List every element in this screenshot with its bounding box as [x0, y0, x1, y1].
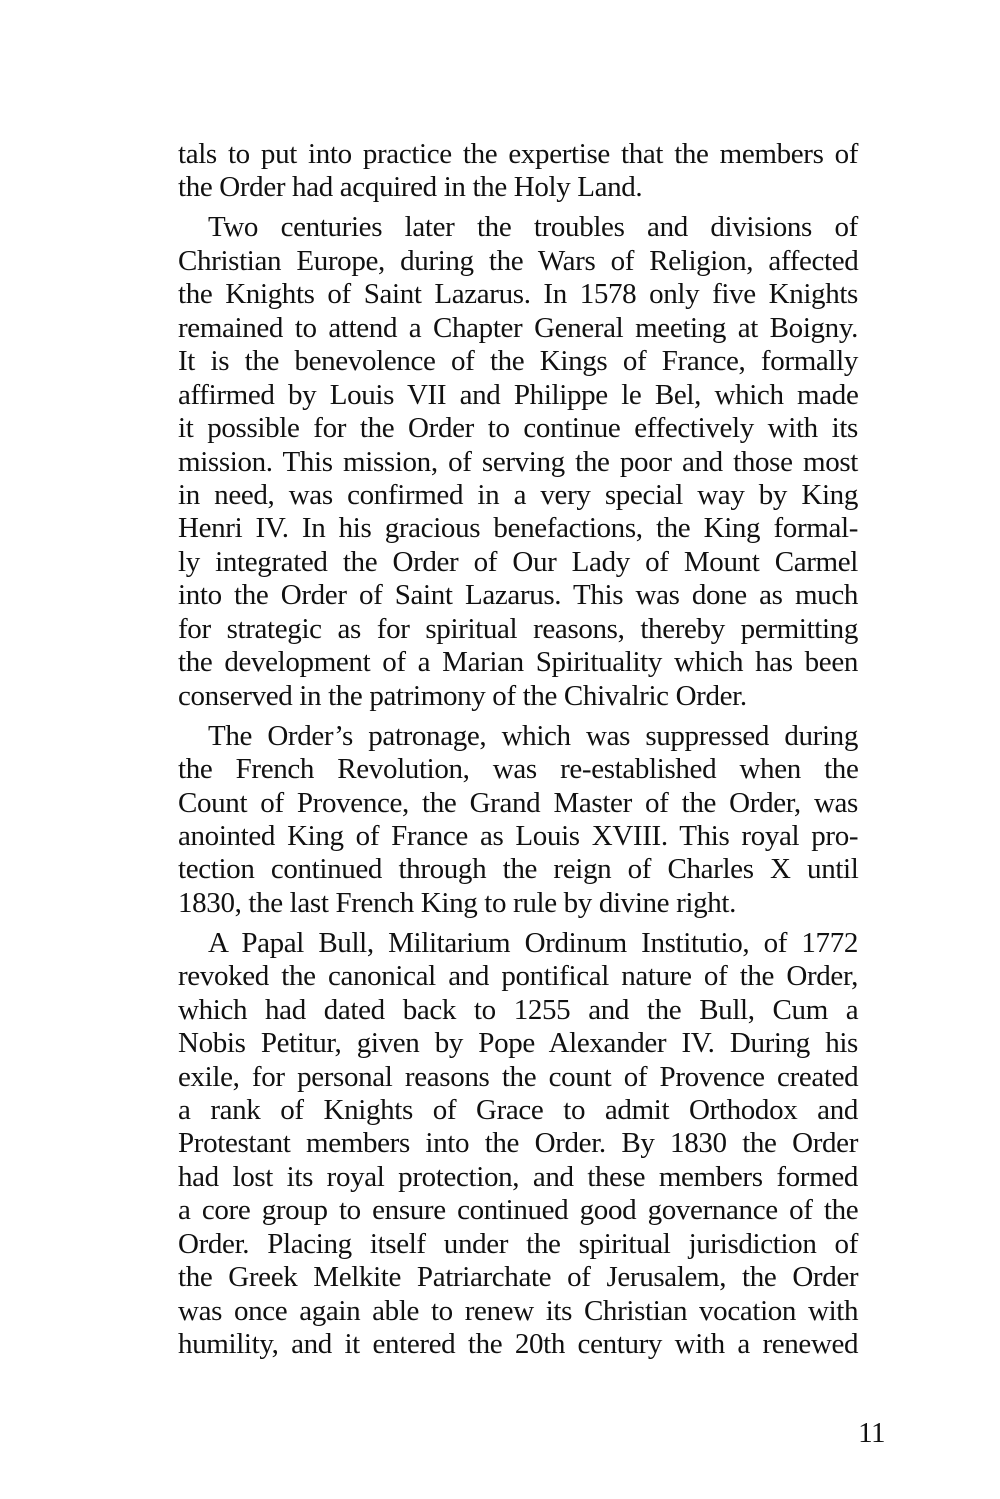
- text-line: a rank of Knights of Grace to admit Orthodox and: [178, 1094, 858, 1127]
- text-line: in need, was confirmed in a very special way by King: [178, 478, 858, 511]
- text-line: into the Order of Saint Lazarus. This was done as much: [178, 579, 858, 612]
- text-line: it possible for the Order to continue effectively with its: [178, 412, 858, 445]
- text-line: a core group to ensure continued good governance of the: [178, 1194, 859, 1227]
- text-line: 1830, the last French King to rule by divine right.: [178, 886, 737, 919]
- text-line: had lost its royal protection, and these members formed: [178, 1160, 858, 1193]
- paragraph-4: [178, 927, 858, 1362]
- text-line: conserved in the patrimony of the Chivalric Order.: [178, 679, 747, 712]
- text-line: The Order’s patronage, which was suppressed during: [208, 719, 858, 752]
- text-line: ly integrated the Order of Our Lady of Mount Carmel: [178, 545, 858, 578]
- page-number: 11: [858, 1417, 885, 1449]
- text-line: Order. Placing itself under the spiritual jurisdiction of: [178, 1227, 858, 1260]
- text-line: humility, and it entered the 20th century with a renewed: [178, 1328, 859, 1361]
- paragraph-3: [178, 720, 858, 921]
- text-line: anointed King of France as Louis XVIII. This royal pro-: [178, 819, 859, 852]
- text-line: the French Revolution, was re-established when the: [178, 753, 859, 786]
- text-line: Henri IV. In his gracious benefactions, the King formal-: [178, 512, 858, 545]
- text-line: mission. This mission, of serving the poor and those most: [178, 445, 858, 478]
- text-line: for strategic as for spiritual reasons, thereby permitting: [178, 612, 858, 645]
- text-line: the development of a Marian Spirituality which has been: [178, 646, 858, 679]
- text-line: tals to put into practice the expertise that the members of: [178, 138, 859, 170]
- body-text: [178, 138, 858, 1362]
- text-line: Two centuries later the troubles and divisions of: [208, 211, 858, 244]
- text-line: which had dated back to 1255 and the Bull, Cum a: [178, 993, 859, 1026]
- text-line: remained to attend a Chapter General meeting at Boigny.: [178, 311, 858, 344]
- text-line: revoked the canonical and pontifical nature of the Order,: [178, 960, 858, 993]
- text-line: the Order had acquired in the Holy Land.: [178, 171, 643, 204]
- text-line: Nobis Petitur, given by Pope Alexander IV. During his: [178, 1027, 858, 1060]
- text-line: A Papal Bull, Militarium Ordinum Institutio, of 1772: [208, 926, 858, 959]
- text-line: Count of Provence, the Grand Master of the Order, was: [178, 786, 858, 819]
- text-line: was once again able to renew its Christian vocation with: [178, 1294, 859, 1327]
- text-line: Christian Europe, during the Wars of Religion, affected: [178, 244, 859, 277]
- paragraph-1: [178, 138, 858, 205]
- text-line: tection continued through the reign of Charles X until: [178, 853, 859, 886]
- text-line: Protestant members into the Order. By 1830 the Order: [178, 1127, 858, 1160]
- paragraph-2: [178, 211, 858, 713]
- text-line: the Greek Melkite Patriarchate of Jerusalem, the Order: [178, 1261, 859, 1294]
- text-line: exile, for personal reasons the count of Provence created: [178, 1060, 859, 1093]
- text-line: the Knights of Saint Lazarus. In 1578 only five Knights: [178, 278, 858, 311]
- text-line: affirmed by Louis VII and Philippe le Bel, which made: [178, 378, 859, 411]
- text-line: It is the benevolence of the Kings of France, formally: [178, 345, 858, 378]
